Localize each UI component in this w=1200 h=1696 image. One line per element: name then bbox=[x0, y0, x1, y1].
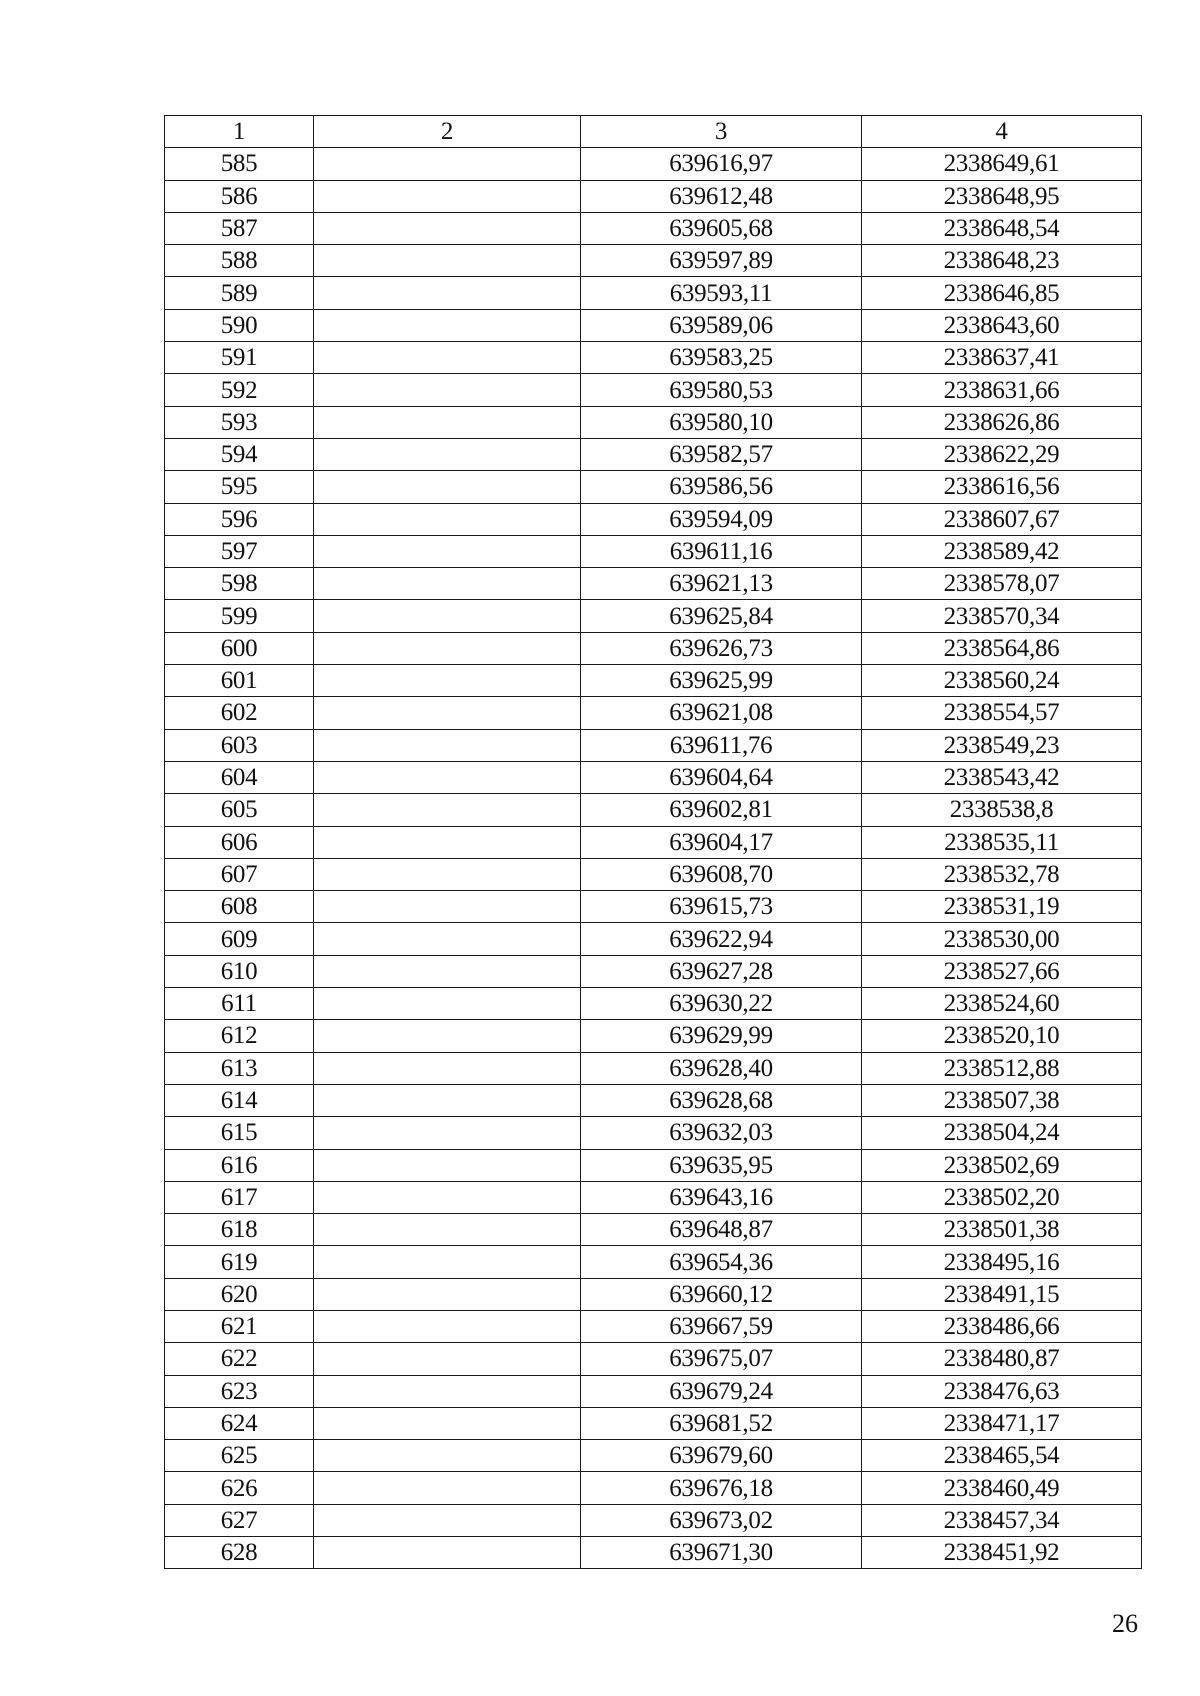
point-number-cell: 613 bbox=[165, 1052, 314, 1084]
description-cell bbox=[314, 1278, 581, 1310]
table-row bbox=[165, 1537, 1142, 1569]
y-coordinate-cell: 2338501,38 bbox=[862, 1214, 1142, 1246]
description-cell bbox=[314, 665, 581, 697]
description-cell bbox=[314, 309, 581, 341]
description-cell bbox=[314, 1310, 581, 1342]
x-coordinate-cell: 639654,36 bbox=[581, 1246, 862, 1278]
y-coordinate-cell: 2338512,88 bbox=[862, 1052, 1142, 1084]
x-coordinate-cell: 639621,08 bbox=[581, 697, 862, 729]
description-cell bbox=[314, 858, 581, 890]
description-cell bbox=[314, 1407, 581, 1439]
description-cell bbox=[314, 277, 581, 309]
x-coordinate-cell: 639628,68 bbox=[581, 1084, 862, 1116]
point-number-cell: 591 bbox=[165, 342, 314, 374]
point-number-cell: 586 bbox=[165, 180, 314, 212]
y-coordinate-cell: 2338560,24 bbox=[862, 665, 1142, 697]
description-cell bbox=[314, 1020, 581, 1052]
y-coordinate-cell: 2338554,57 bbox=[862, 697, 1142, 729]
table-row bbox=[165, 955, 1142, 987]
description-cell bbox=[314, 826, 581, 858]
coordinates-table bbox=[164, 115, 1142, 1569]
description-cell bbox=[314, 891, 581, 923]
table-row bbox=[165, 988, 1142, 1020]
table-row bbox=[165, 309, 1142, 341]
x-coordinate-cell: 639580,10 bbox=[581, 406, 862, 438]
table-row bbox=[165, 277, 1142, 309]
x-coordinate-cell: 639583,25 bbox=[581, 342, 862, 374]
point-number-cell: 617 bbox=[165, 1181, 314, 1213]
point-number-cell: 594 bbox=[165, 438, 314, 470]
y-coordinate-cell: 2338524,60 bbox=[862, 988, 1142, 1020]
description-cell bbox=[314, 1246, 581, 1278]
y-coordinate-cell: 2338491,15 bbox=[862, 1278, 1142, 1310]
table-row bbox=[165, 212, 1142, 244]
x-coordinate-cell: 639602,81 bbox=[581, 794, 862, 826]
column-header-3: 3 bbox=[581, 116, 862, 148]
y-coordinate-cell: 2338649,61 bbox=[862, 148, 1142, 180]
x-coordinate-cell: 639660,12 bbox=[581, 1278, 862, 1310]
table-header-row bbox=[165, 116, 1142, 148]
description-cell bbox=[314, 1052, 581, 1084]
table-row bbox=[165, 697, 1142, 729]
table-row bbox=[165, 535, 1142, 567]
y-coordinate-cell: 2338622,29 bbox=[862, 438, 1142, 470]
description-cell bbox=[314, 697, 581, 729]
x-coordinate-cell: 639616,97 bbox=[581, 148, 862, 180]
point-number-cell: 627 bbox=[165, 1504, 314, 1536]
x-coordinate-cell: 639589,06 bbox=[581, 309, 862, 341]
y-coordinate-cell: 2338578,07 bbox=[862, 568, 1142, 600]
description-cell bbox=[314, 568, 581, 600]
table-row bbox=[165, 1472, 1142, 1504]
table-row bbox=[165, 438, 1142, 470]
table-row bbox=[165, 1375, 1142, 1407]
description-cell bbox=[314, 245, 581, 277]
x-coordinate-cell: 639679,24 bbox=[581, 1375, 862, 1407]
x-coordinate-cell: 639604,64 bbox=[581, 761, 862, 793]
point-number-cell: 606 bbox=[165, 826, 314, 858]
point-number-cell: 622 bbox=[165, 1343, 314, 1375]
x-coordinate-cell: 639612,48 bbox=[581, 180, 862, 212]
point-number-cell: 602 bbox=[165, 697, 314, 729]
y-coordinate-cell: 2338502,69 bbox=[862, 1149, 1142, 1181]
column-header-2: 2 bbox=[314, 116, 581, 148]
point-number-cell: 589 bbox=[165, 277, 314, 309]
table-row bbox=[165, 761, 1142, 793]
description-cell bbox=[314, 1375, 581, 1407]
description-cell bbox=[314, 1537, 581, 1569]
x-coordinate-cell: 639681,52 bbox=[581, 1407, 862, 1439]
x-coordinate-cell: 639608,70 bbox=[581, 858, 862, 890]
table-row bbox=[165, 1343, 1142, 1375]
point-number-cell: 626 bbox=[165, 1472, 314, 1504]
table-row bbox=[165, 1246, 1142, 1278]
x-coordinate-cell: 639635,95 bbox=[581, 1149, 862, 1181]
description-cell bbox=[314, 212, 581, 244]
page-number: 26 bbox=[1112, 1609, 1138, 1638]
point-number-cell: 612 bbox=[165, 1020, 314, 1052]
y-coordinate-cell: 2338543,42 bbox=[862, 761, 1142, 793]
point-number-cell: 601 bbox=[165, 665, 314, 697]
table-row bbox=[165, 148, 1142, 180]
table-row bbox=[165, 503, 1142, 535]
x-coordinate-cell: 639679,60 bbox=[581, 1440, 862, 1472]
description-cell bbox=[314, 923, 581, 955]
point-number-cell: 603 bbox=[165, 729, 314, 761]
y-coordinate-cell: 2338471,17 bbox=[862, 1407, 1142, 1439]
description-cell bbox=[314, 600, 581, 632]
x-coordinate-cell: 639597,89 bbox=[581, 245, 862, 277]
x-coordinate-cell: 639629,99 bbox=[581, 1020, 862, 1052]
x-coordinate-cell: 639582,57 bbox=[581, 438, 862, 470]
description-cell bbox=[314, 1149, 581, 1181]
point-number-cell: 623 bbox=[165, 1375, 314, 1407]
description-cell bbox=[314, 180, 581, 212]
point-number-cell: 620 bbox=[165, 1278, 314, 1310]
table-row bbox=[165, 1084, 1142, 1116]
y-coordinate-cell: 2338527,66 bbox=[862, 955, 1142, 987]
y-coordinate-cell: 2338451,92 bbox=[862, 1537, 1142, 1569]
table-row bbox=[165, 1149, 1142, 1181]
y-coordinate-cell: 2338631,66 bbox=[862, 374, 1142, 406]
point-number-cell: 600 bbox=[165, 632, 314, 664]
table-row bbox=[165, 1020, 1142, 1052]
table-row bbox=[165, 342, 1142, 374]
point-number-cell: 611 bbox=[165, 988, 314, 1020]
table-row bbox=[165, 665, 1142, 697]
description-cell bbox=[314, 955, 581, 987]
x-coordinate-cell: 639611,16 bbox=[581, 535, 862, 567]
point-number-cell: 608 bbox=[165, 891, 314, 923]
y-coordinate-cell: 2338520,10 bbox=[862, 1020, 1142, 1052]
point-number-cell: 616 bbox=[165, 1149, 314, 1181]
description-cell bbox=[314, 988, 581, 1020]
point-number-cell: 592 bbox=[165, 374, 314, 406]
y-coordinate-cell: 2338648,54 bbox=[862, 212, 1142, 244]
description-cell bbox=[314, 342, 581, 374]
x-coordinate-cell: 639625,84 bbox=[581, 600, 862, 632]
y-coordinate-cell: 2338457,34 bbox=[862, 1504, 1142, 1536]
x-coordinate-cell: 639676,18 bbox=[581, 1472, 862, 1504]
description-cell bbox=[314, 1504, 581, 1536]
description-cell bbox=[314, 1181, 581, 1213]
y-coordinate-cell: 2338643,60 bbox=[862, 309, 1142, 341]
x-coordinate-cell: 639673,02 bbox=[581, 1504, 862, 1536]
y-coordinate-cell: 2338538,8 bbox=[862, 794, 1142, 826]
point-number-cell: 621 bbox=[165, 1310, 314, 1342]
point-number-cell: 585 bbox=[165, 148, 314, 180]
point-number-cell: 598 bbox=[165, 568, 314, 600]
y-coordinate-cell: 2338532,78 bbox=[862, 858, 1142, 890]
description-cell bbox=[314, 406, 581, 438]
y-coordinate-cell: 2338465,54 bbox=[862, 1440, 1142, 1472]
x-coordinate-cell: 639586,56 bbox=[581, 471, 862, 503]
x-coordinate-cell: 639671,30 bbox=[581, 1537, 862, 1569]
table-row bbox=[165, 374, 1142, 406]
table-row bbox=[165, 891, 1142, 923]
table-row bbox=[165, 1181, 1142, 1213]
table-row bbox=[165, 1310, 1142, 1342]
table-row bbox=[165, 1214, 1142, 1246]
description-cell bbox=[314, 535, 581, 567]
y-coordinate-cell: 2338504,24 bbox=[862, 1117, 1142, 1149]
point-number-cell: 619 bbox=[165, 1246, 314, 1278]
x-coordinate-cell: 639593,11 bbox=[581, 277, 862, 309]
y-coordinate-cell: 2338495,16 bbox=[862, 1246, 1142, 1278]
table-row bbox=[165, 406, 1142, 438]
point-number-cell: 588 bbox=[165, 245, 314, 277]
x-coordinate-cell: 639667,59 bbox=[581, 1310, 862, 1342]
y-coordinate-cell: 2338646,85 bbox=[862, 277, 1142, 309]
x-coordinate-cell: 639648,87 bbox=[581, 1214, 862, 1246]
x-coordinate-cell: 639611,76 bbox=[581, 729, 862, 761]
x-coordinate-cell: 639625,99 bbox=[581, 665, 862, 697]
description-cell bbox=[314, 1214, 581, 1246]
table-row bbox=[165, 471, 1142, 503]
point-number-cell: 595 bbox=[165, 471, 314, 503]
x-coordinate-cell: 639628,40 bbox=[581, 1052, 862, 1084]
y-coordinate-cell: 2338530,00 bbox=[862, 923, 1142, 955]
description-cell bbox=[314, 729, 581, 761]
description-cell bbox=[314, 1343, 581, 1375]
y-coordinate-cell: 2338535,11 bbox=[862, 826, 1142, 858]
table-row bbox=[165, 826, 1142, 858]
table-row bbox=[165, 632, 1142, 664]
point-number-cell: 615 bbox=[165, 1117, 314, 1149]
y-coordinate-cell: 2338648,23 bbox=[862, 245, 1142, 277]
x-coordinate-cell: 639580,53 bbox=[581, 374, 862, 406]
table-row bbox=[165, 729, 1142, 761]
y-coordinate-cell: 2338589,42 bbox=[862, 535, 1142, 567]
description-cell bbox=[314, 761, 581, 793]
description-cell bbox=[314, 1472, 581, 1504]
table-row bbox=[165, 568, 1142, 600]
description-cell bbox=[314, 794, 581, 826]
point-number-cell: 596 bbox=[165, 503, 314, 535]
y-coordinate-cell: 2338637,41 bbox=[862, 342, 1142, 374]
y-coordinate-cell: 2338460,49 bbox=[862, 1472, 1142, 1504]
x-coordinate-cell: 639604,17 bbox=[581, 826, 862, 858]
y-coordinate-cell: 2338616,56 bbox=[862, 471, 1142, 503]
point-number-cell: 610 bbox=[165, 955, 314, 987]
x-coordinate-cell: 639643,16 bbox=[581, 1181, 862, 1213]
point-number-cell: 590 bbox=[165, 309, 314, 341]
table-row bbox=[165, 245, 1142, 277]
point-number-cell: 593 bbox=[165, 406, 314, 438]
description-cell bbox=[314, 438, 581, 470]
point-number-cell: 599 bbox=[165, 600, 314, 632]
description-cell bbox=[314, 503, 581, 535]
table-row bbox=[165, 180, 1142, 212]
table-row bbox=[165, 1440, 1142, 1472]
y-coordinate-cell: 2338549,23 bbox=[862, 729, 1142, 761]
point-number-cell: 605 bbox=[165, 794, 314, 826]
table-row bbox=[165, 858, 1142, 890]
description-cell bbox=[314, 1084, 581, 1116]
y-coordinate-cell: 2338502,20 bbox=[862, 1181, 1142, 1213]
point-number-cell: 625 bbox=[165, 1440, 314, 1472]
y-coordinate-cell: 2338564,86 bbox=[862, 632, 1142, 664]
point-number-cell: 607 bbox=[165, 858, 314, 890]
description-cell bbox=[314, 148, 581, 180]
point-number-cell: 624 bbox=[165, 1407, 314, 1439]
y-coordinate-cell: 2338507,38 bbox=[862, 1084, 1142, 1116]
x-coordinate-cell: 639627,28 bbox=[581, 955, 862, 987]
y-coordinate-cell: 2338626,86 bbox=[862, 406, 1142, 438]
column-header-1: 1 bbox=[165, 116, 314, 148]
point-number-cell: 609 bbox=[165, 923, 314, 955]
table-row bbox=[165, 1407, 1142, 1439]
table-row bbox=[165, 1278, 1142, 1310]
description-cell bbox=[314, 632, 581, 664]
y-coordinate-cell: 2338486,66 bbox=[862, 1310, 1142, 1342]
point-number-cell: 587 bbox=[165, 212, 314, 244]
y-coordinate-cell: 2338607,67 bbox=[862, 503, 1142, 535]
y-coordinate-cell: 2338531,19 bbox=[862, 891, 1142, 923]
point-number-cell: 597 bbox=[165, 535, 314, 567]
point-number-cell: 618 bbox=[165, 1214, 314, 1246]
table-row bbox=[165, 1504, 1142, 1536]
y-coordinate-cell: 2338648,95 bbox=[862, 180, 1142, 212]
description-cell bbox=[314, 1117, 581, 1149]
x-coordinate-cell: 639615,73 bbox=[581, 891, 862, 923]
point-number-cell: 614 bbox=[165, 1084, 314, 1116]
table-body bbox=[165, 148, 1142, 1569]
x-coordinate-cell: 639630,22 bbox=[581, 988, 862, 1020]
description-cell bbox=[314, 471, 581, 503]
description-cell bbox=[314, 1440, 581, 1472]
table-row bbox=[165, 1052, 1142, 1084]
point-number-cell: 628 bbox=[165, 1537, 314, 1569]
x-coordinate-cell: 639632,03 bbox=[581, 1117, 862, 1149]
table-row bbox=[165, 600, 1142, 632]
x-coordinate-cell: 639605,68 bbox=[581, 212, 862, 244]
table-row bbox=[165, 794, 1142, 826]
x-coordinate-cell: 639622,94 bbox=[581, 923, 862, 955]
y-coordinate-cell: 2338476,63 bbox=[862, 1375, 1142, 1407]
x-coordinate-cell: 639594,09 bbox=[581, 503, 862, 535]
point-number-cell: 604 bbox=[165, 761, 314, 793]
y-coordinate-cell: 2338480,87 bbox=[862, 1343, 1142, 1375]
y-coordinate-cell: 2338570,34 bbox=[862, 600, 1142, 632]
x-coordinate-cell: 639626,73 bbox=[581, 632, 862, 664]
description-cell bbox=[314, 374, 581, 406]
x-coordinate-cell: 639621,13 bbox=[581, 568, 862, 600]
column-header-4: 4 bbox=[862, 116, 1142, 148]
table-row bbox=[165, 1117, 1142, 1149]
table-row bbox=[165, 923, 1142, 955]
x-coordinate-cell: 639675,07 bbox=[581, 1343, 862, 1375]
